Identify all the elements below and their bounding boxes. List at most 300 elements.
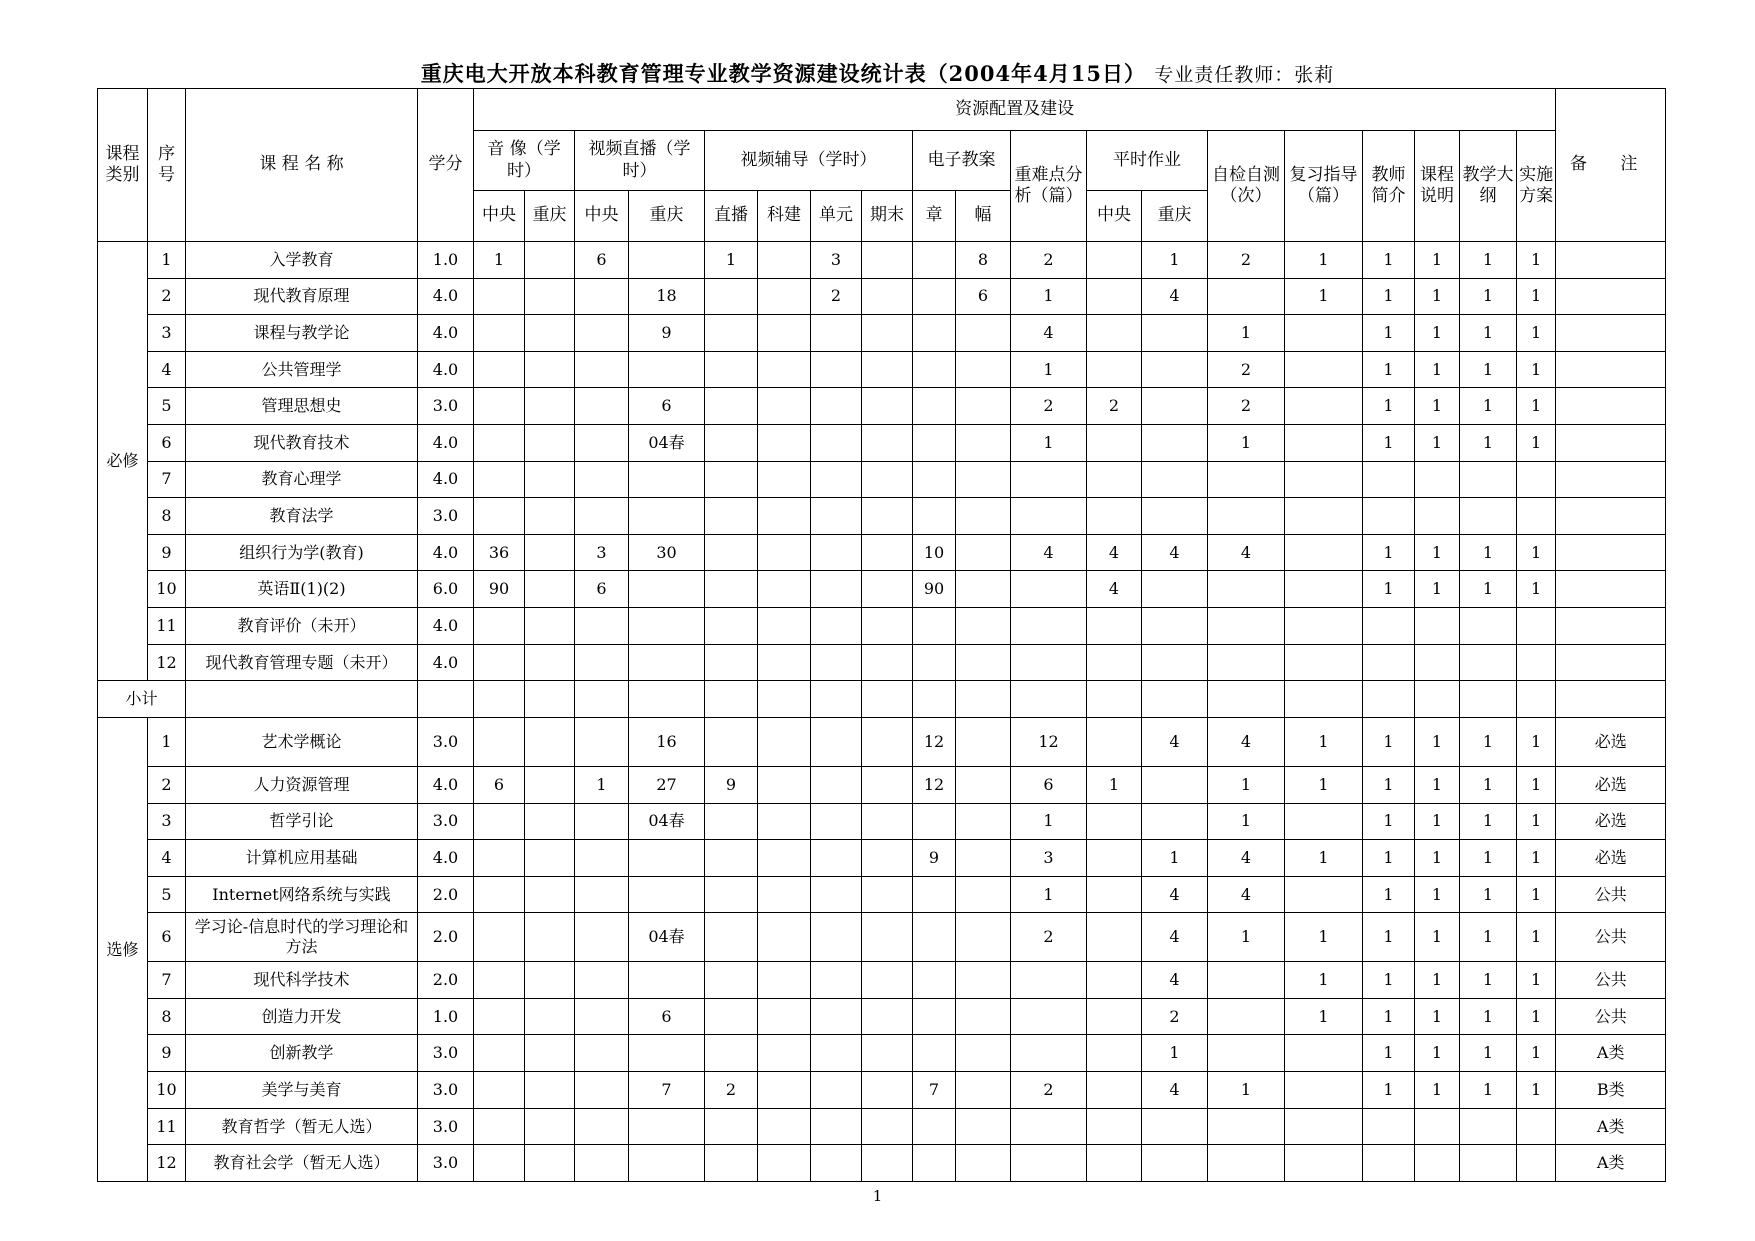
- resource-cell: [1415, 644, 1460, 681]
- resource-cell: [758, 351, 811, 388]
- row-note: [1556, 608, 1666, 645]
- resource-cell: [474, 1145, 525, 1182]
- resource-cell: [956, 840, 1011, 877]
- resource-cell: 36: [474, 534, 525, 571]
- resource-cell: [525, 962, 575, 999]
- resource-cell: [629, 571, 705, 608]
- resource-cell: [913, 388, 956, 425]
- resource-cell: [1363, 1145, 1415, 1182]
- row-seq: 1: [148, 242, 186, 279]
- resource-cell: [758, 461, 811, 498]
- resource-cell: [1087, 998, 1142, 1035]
- header-video-aux: 视频辅导（学时）: [705, 131, 913, 191]
- course-credit: 3.0: [418, 1108, 474, 1145]
- course-name: 哲学引论: [186, 803, 418, 840]
- resource-cell: 1: [1460, 571, 1517, 608]
- sub-header-audio-chongqing: 重庆: [525, 191, 575, 242]
- resource-cell: 2: [705, 1072, 758, 1109]
- resource-cell: [956, 388, 1011, 425]
- resource-cell: [758, 876, 811, 913]
- row-note: 必选: [1556, 840, 1666, 877]
- resource-cell: [474, 718, 525, 767]
- resource-cell: [811, 876, 862, 913]
- course-name: 教育心理学: [186, 461, 418, 498]
- resource-cell: [758, 962, 811, 999]
- resource-cell: 1: [1460, 315, 1517, 352]
- course-credit: 4.0: [418, 766, 474, 803]
- resource-cell: [1285, 534, 1363, 571]
- resource-cell: 8: [956, 242, 1011, 279]
- resource-cell: [1087, 803, 1142, 840]
- row-seq: 12: [148, 1145, 186, 1182]
- resource-cell: [629, 242, 705, 279]
- resource-cell: 1: [1460, 1072, 1517, 1109]
- resource-cell: 1: [1460, 278, 1517, 315]
- resource-cell: [575, 840, 629, 877]
- resource-cell: [705, 425, 758, 462]
- resource-cell: 1: [1363, 766, 1415, 803]
- required-category-label: 必修: [98, 242, 148, 681]
- row-note: [1556, 242, 1666, 279]
- resource-cell: [525, 351, 575, 388]
- resource-cell: 1: [1363, 998, 1415, 1035]
- resource-cell: 1: [1363, 876, 1415, 913]
- resource-cell: 1: [1460, 803, 1517, 840]
- row-seq: 5: [148, 876, 186, 913]
- resource-cell: 30: [629, 534, 705, 571]
- resource-cell: 4: [1142, 1072, 1208, 1109]
- resource-cell: 1: [1011, 876, 1087, 913]
- row-note: [1556, 351, 1666, 388]
- resource-cell: 1: [1415, 913, 1460, 962]
- resource-cell: [525, 913, 575, 962]
- resource-cell: [575, 1035, 629, 1072]
- resource-cell: 1: [1517, 913, 1556, 962]
- row-seq: 9: [148, 534, 186, 571]
- header-homework: 平时作业: [1087, 131, 1208, 191]
- resource-cell: [629, 962, 705, 999]
- course-name: 计算机应用基础: [186, 840, 418, 877]
- sub-header-live-central: 中央: [575, 191, 629, 242]
- course-name: 创造力开发: [186, 998, 418, 1035]
- resource-cell: 1: [1363, 534, 1415, 571]
- row-seq: 6: [148, 913, 186, 962]
- resource-cell: 1: [1415, 425, 1460, 462]
- resource-cell: [956, 962, 1011, 999]
- resource-cell: [474, 913, 525, 962]
- resource-cell: [811, 962, 862, 999]
- resource-cell: 4: [1142, 913, 1208, 962]
- resource-cell: [862, 766, 913, 803]
- resource-cell: [862, 315, 913, 352]
- resource-cell: 1: [1517, 388, 1556, 425]
- required-section: [98, 242, 1666, 681]
- resource-cell: [862, 840, 913, 877]
- row-seq: 4: [148, 351, 186, 388]
- course-credit: 2.0: [418, 962, 474, 999]
- resource-cell: [956, 425, 1011, 462]
- resource-cell: [1087, 242, 1142, 279]
- resource-cell: [1011, 461, 1087, 498]
- resource-cell: [811, 1072, 862, 1109]
- resource-cell: [1285, 803, 1363, 840]
- resource-cell: 1: [1415, 388, 1460, 425]
- resource-cell: [1517, 608, 1556, 645]
- sub-header-aux-final: 期末: [862, 191, 913, 242]
- resource-cell: 1: [1363, 913, 1415, 962]
- resource-cell: 6: [474, 766, 525, 803]
- resource-cell: [1087, 1072, 1142, 1109]
- course-name: 管理思想史: [186, 388, 418, 425]
- sub-header-aux-live: 直播: [705, 191, 758, 242]
- table-row: [98, 840, 1666, 877]
- resource-cell: [758, 571, 811, 608]
- resource-cell: [758, 1035, 811, 1072]
- resource-cell: [525, 278, 575, 315]
- resource-cell: [862, 1035, 913, 1072]
- resource-cell: [758, 498, 811, 535]
- sub-header-chapter: 章: [913, 191, 956, 242]
- resource-cell: [862, 644, 913, 681]
- resource-cell: 3: [1011, 840, 1087, 877]
- resource-cell: [575, 278, 629, 315]
- resource-cell: 9: [705, 766, 758, 803]
- subtotal-section: [98, 681, 1666, 718]
- row-note: B类: [1556, 1072, 1666, 1109]
- resource-cell: 1: [1517, 962, 1556, 999]
- resource-cell: [913, 1108, 956, 1145]
- resource-cell: [525, 461, 575, 498]
- resource-cell: [956, 876, 1011, 913]
- header-resource-group: 资源配置及建设: [474, 89, 1556, 131]
- resource-cell: [525, 571, 575, 608]
- row-seq: 6: [148, 425, 186, 462]
- resource-cell: 1: [1285, 962, 1363, 999]
- course-name: 学习论-信息时代的学习理论和方法: [186, 913, 418, 962]
- resource-cell: [956, 461, 1011, 498]
- resource-cell: [1142, 461, 1208, 498]
- course-credit: 1.0: [418, 998, 474, 1035]
- resource-cell: 1: [1415, 278, 1460, 315]
- resource-cell: [1460, 498, 1517, 535]
- resource-cell: [811, 840, 862, 877]
- resource-cell: 1: [1363, 718, 1415, 767]
- sub-header-aux-unit: 单元: [811, 191, 862, 242]
- resource-cell: [525, 1072, 575, 1109]
- resource-cell: 4: [1208, 840, 1285, 877]
- resource-cell: [1208, 962, 1285, 999]
- resource-cell: 1: [1415, 962, 1460, 999]
- resource-cell: [1087, 608, 1142, 645]
- resource-cell: 6: [629, 388, 705, 425]
- resource-cell: 1: [1285, 242, 1363, 279]
- subtotal-row: [98, 681, 1666, 718]
- resource-cell: [629, 644, 705, 681]
- resource-cell: [1087, 278, 1142, 315]
- resource-cell: [956, 1072, 1011, 1109]
- course-credit: 4.0: [418, 425, 474, 462]
- resource-cell: 2: [1208, 388, 1285, 425]
- resource-cell: [575, 388, 629, 425]
- resource-cell: [1087, 1145, 1142, 1182]
- resource-cell: [1415, 461, 1460, 498]
- resource-cell: [705, 913, 758, 962]
- resource-cell: [811, 998, 862, 1035]
- resource-cell: 1: [1517, 1035, 1556, 1072]
- resource-cell: [1142, 388, 1208, 425]
- resource-cell: 1: [1517, 1072, 1556, 1109]
- table-row: [98, 461, 1666, 498]
- resource-cell: [705, 1108, 758, 1145]
- resource-cell: [474, 461, 525, 498]
- course-name: 教育评价（未开）: [186, 608, 418, 645]
- resource-cell: 1: [705, 242, 758, 279]
- row-note: 必选: [1556, 766, 1666, 803]
- resource-cell: [1285, 461, 1363, 498]
- resource-cell: [525, 425, 575, 462]
- course-credit: 3.0: [418, 1072, 474, 1109]
- resource-cell: 1: [1460, 913, 1517, 962]
- resource-cell: [1208, 571, 1285, 608]
- resource-cell: [862, 242, 913, 279]
- course-credit: 3.0: [418, 718, 474, 767]
- table-row: [98, 388, 1666, 425]
- page-title: [0, 58, 1755, 88]
- resource-cell: 1: [1517, 998, 1556, 1035]
- resource-cell: [1208, 644, 1285, 681]
- table-row: [98, 278, 1666, 315]
- sub-header-homework-central: 中央: [1087, 191, 1142, 242]
- subtotal-label: 小计: [98, 681, 186, 718]
- resource-cell: [758, 803, 811, 840]
- course-credit: 4.0: [418, 644, 474, 681]
- resource-cell: [474, 425, 525, 462]
- resource-cell: [956, 1145, 1011, 1182]
- resource-cell: [474, 840, 525, 877]
- table-row: [98, 913, 1666, 962]
- resource-cell: 1: [1460, 718, 1517, 767]
- resource-cell: [575, 998, 629, 1035]
- resource-cell: [474, 278, 525, 315]
- resource-cell: 1: [1415, 766, 1460, 803]
- resource-cell: [1517, 1108, 1556, 1145]
- resource-cell: [1460, 1145, 1517, 1182]
- resource-cell: 27: [629, 766, 705, 803]
- resource-cell: 1: [1517, 534, 1556, 571]
- resource-cell: [1087, 913, 1142, 962]
- resource-cell: 1: [1517, 718, 1556, 767]
- resource-cell: [913, 1145, 956, 1182]
- resource-cell: [525, 1145, 575, 1182]
- resource-cell: 9: [913, 840, 956, 877]
- row-note: [1556, 388, 1666, 425]
- resource-cell: [956, 1035, 1011, 1072]
- resource-cell: [758, 242, 811, 279]
- resource-cell: [705, 461, 758, 498]
- resource-cell: [758, 644, 811, 681]
- resource-cell: 1: [1460, 1035, 1517, 1072]
- resource-cell: [525, 608, 575, 645]
- resource-cell: [1087, 498, 1142, 535]
- table-row: [98, 644, 1666, 681]
- resource-cell: [913, 608, 956, 645]
- course-credit: 1.0: [418, 242, 474, 279]
- course-name: 现代教育技术: [186, 425, 418, 462]
- resource-cell: [1285, 425, 1363, 462]
- resource-cell: 1: [1460, 840, 1517, 877]
- resource-cell: 1: [1517, 351, 1556, 388]
- resource-cell: [862, 498, 913, 535]
- resource-cell: [525, 840, 575, 877]
- elective-category-label: 选修: [98, 718, 148, 1182]
- resource-cell: [811, 718, 862, 767]
- resource-cell: 1: [1415, 998, 1460, 1035]
- row-note: [1556, 278, 1666, 315]
- resource-cell: [1285, 1145, 1363, 1182]
- course-name: 教育法学: [186, 498, 418, 535]
- resource-cell: 6: [629, 998, 705, 1035]
- header-self-test: 自检自测（次）: [1208, 131, 1285, 242]
- resource-cell: 04春: [629, 803, 705, 840]
- row-note: [1556, 461, 1666, 498]
- resource-cell: [811, 1145, 862, 1182]
- resource-cell: [705, 803, 758, 840]
- resource-cell: [705, 351, 758, 388]
- resource-cell: [1087, 1108, 1142, 1145]
- resource-cell: 1: [1517, 315, 1556, 352]
- resource-cell: [758, 998, 811, 1035]
- resource-cell: 1: [1517, 803, 1556, 840]
- resource-cell: 6: [575, 571, 629, 608]
- course-credit: 4.0: [418, 351, 474, 388]
- resource-cell: 1: [1517, 571, 1556, 608]
- resource-cell: [1460, 644, 1517, 681]
- row-seq: 8: [148, 998, 186, 1035]
- resource-cell: 6: [1011, 766, 1087, 803]
- row-seq: 4: [148, 840, 186, 877]
- resource-cell: [575, 461, 629, 498]
- resource-cell: [1285, 608, 1363, 645]
- resource-cell: 1: [1517, 766, 1556, 803]
- resource-cell: [956, 351, 1011, 388]
- resource-cell: [1011, 998, 1087, 1035]
- resource-cell: [1142, 498, 1208, 535]
- resource-cell: 12: [1011, 718, 1087, 767]
- course-credit: 4.0: [418, 608, 474, 645]
- resource-cell: [474, 351, 525, 388]
- resource-cell: [811, 803, 862, 840]
- resource-cell: 1: [1363, 1035, 1415, 1072]
- resource-cell: [1415, 1108, 1460, 1145]
- resource-cell: [758, 608, 811, 645]
- resource-cell: [956, 315, 1011, 352]
- table-row: [98, 425, 1666, 462]
- row-seq: 7: [148, 962, 186, 999]
- resource-cell: [1087, 962, 1142, 999]
- course-credit: 4.0: [418, 278, 474, 315]
- resource-cell: [1460, 461, 1517, 498]
- resource-cell: [575, 803, 629, 840]
- row-note: A类: [1556, 1035, 1666, 1072]
- resource-cell: 12: [913, 718, 956, 767]
- resource-cell: 1: [1460, 998, 1517, 1035]
- resource-cell: 1: [1415, 840, 1460, 877]
- resource-cell: [1142, 351, 1208, 388]
- resource-cell: 1: [1011, 351, 1087, 388]
- resource-cell: [1363, 608, 1415, 645]
- resource-cell: [1363, 1108, 1415, 1145]
- resource-cell: [913, 998, 956, 1035]
- row-note: A类: [1556, 1108, 1666, 1145]
- course-credit: 3.0: [418, 388, 474, 425]
- resource-cell: [956, 608, 1011, 645]
- resource-cell: 1: [1142, 242, 1208, 279]
- resource-cell: [474, 315, 525, 352]
- course-credit: 2.0: [418, 913, 474, 962]
- resource-cell: 1: [575, 766, 629, 803]
- table-row: [98, 351, 1666, 388]
- resource-cell: 16: [629, 718, 705, 767]
- resource-cell: [1460, 608, 1517, 645]
- course-name: 教育社会学（暂无人选）: [186, 1145, 418, 1182]
- resource-cell: [474, 1035, 525, 1072]
- resource-cell: 4: [1208, 718, 1285, 767]
- header-plan: 实施方案: [1517, 131, 1556, 242]
- resource-cell: 4: [1208, 876, 1285, 913]
- sub-header-live-chongqing: 重庆: [629, 191, 705, 242]
- resource-cell: [474, 498, 525, 535]
- resource-cell: 04春: [629, 913, 705, 962]
- resource-cell: [705, 608, 758, 645]
- header-category: 课程类别: [98, 89, 148, 242]
- row-note: 必选: [1556, 803, 1666, 840]
- resource-cell: [862, 461, 913, 498]
- resource-cell: [1363, 644, 1415, 681]
- resource-cell: 1: [1415, 534, 1460, 571]
- resource-cell: [811, 913, 862, 962]
- resource-cell: [811, 315, 862, 352]
- resource-cell: [913, 803, 956, 840]
- table-row: [98, 1145, 1666, 1182]
- resource-cell: 90: [913, 571, 956, 608]
- resource-cell: 3: [811, 242, 862, 279]
- table-row: [98, 876, 1666, 913]
- resource-cell: [705, 876, 758, 913]
- resource-cell: [1208, 1035, 1285, 1072]
- resource-cell: 1: [1208, 1072, 1285, 1109]
- resource-cell: 4: [1208, 534, 1285, 571]
- resource-cell: 1: [1285, 913, 1363, 962]
- row-note: [1556, 571, 1666, 608]
- resource-cell: [956, 534, 1011, 571]
- resource-cell: [862, 998, 913, 1035]
- resource-cell: [811, 1035, 862, 1072]
- row-seq: 5: [148, 388, 186, 425]
- resource-cell: [1087, 425, 1142, 462]
- resource-cell: [629, 498, 705, 535]
- resource-cell: 2: [1208, 242, 1285, 279]
- resource-cell: 04春: [629, 425, 705, 462]
- resource-cell: [1087, 461, 1142, 498]
- resource-cell: [1142, 608, 1208, 645]
- resource-cell: 1: [1208, 425, 1285, 462]
- resource-cell: 1: [1517, 876, 1556, 913]
- sub-header-audio-central: 中央: [474, 191, 525, 242]
- course-name: 现代科学技术: [186, 962, 418, 999]
- resource-cell: [758, 315, 811, 352]
- course-name: 艺术学概论: [186, 718, 418, 767]
- resource-cell: 1: [1285, 718, 1363, 767]
